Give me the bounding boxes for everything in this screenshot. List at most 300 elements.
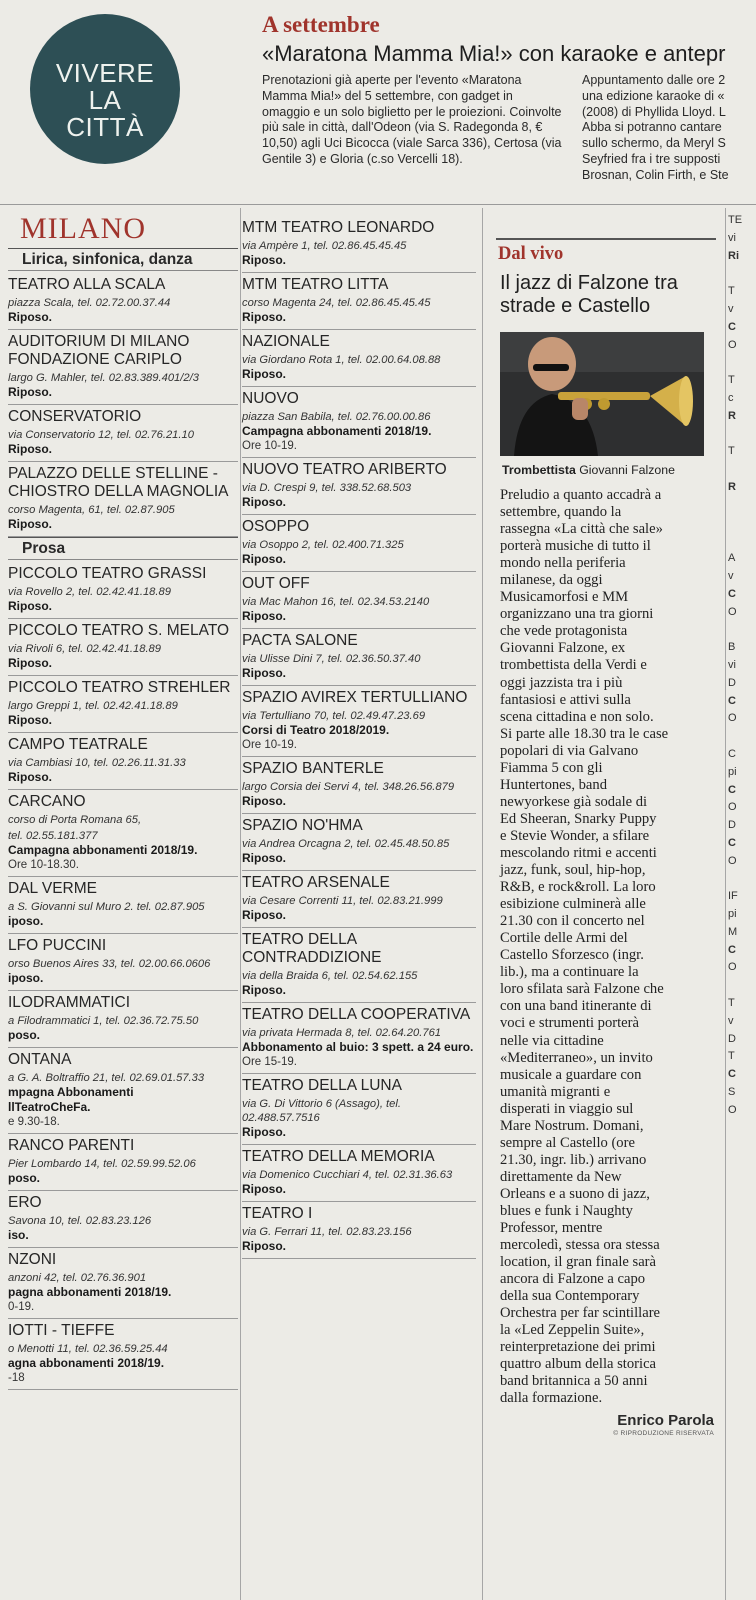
stub-line xyxy=(728,1191,756,1209)
listing-col1-entries xyxy=(8,248,238,1390)
article-title: Il jazz di Falzone tra strade e Castello xyxy=(500,272,678,317)
venue-name: TEATRO DELLA CONTRADDIZIONE xyxy=(242,931,382,966)
listing-column-1 xyxy=(8,208,238,1390)
stub-line: R xyxy=(728,480,736,493)
stub-line: O xyxy=(728,712,737,725)
stub-line: D xyxy=(728,1032,736,1045)
venue-note: llTeatroCheFa. xyxy=(8,1100,91,1114)
article-body-line: Si parte alle 18.30 tra le case xyxy=(500,725,669,742)
listing-entry xyxy=(242,629,476,686)
venue-note: iso. xyxy=(8,1228,29,1242)
stub-line xyxy=(728,1387,756,1405)
article-body-line: 21.30, ingr. lib.) arrivano xyxy=(500,1151,647,1168)
venue-address: anzoni 42, tel. 02.76.36.901 xyxy=(8,1272,147,1284)
stub-line: D xyxy=(728,676,736,689)
stub-line: v xyxy=(728,1014,734,1027)
listing-column-2 xyxy=(242,216,476,1259)
venue-address-line-2: tel. 02.55.181.377 xyxy=(8,830,98,842)
stub-line: C xyxy=(728,1068,736,1081)
article-body-line: blues e funk i Naughty xyxy=(500,1202,633,1219)
venue-note: Riposo. xyxy=(242,310,286,324)
stub-line: S xyxy=(728,1086,736,1099)
header-divider xyxy=(0,204,756,205)
intro-line: Appuntamento dalle ore 2 xyxy=(582,73,726,87)
listing-entry xyxy=(8,1248,238,1319)
stub-line xyxy=(728,497,756,515)
venue-note: Riposo. xyxy=(242,666,286,680)
stub-line xyxy=(728,532,756,550)
venue-note: Riposo. xyxy=(242,552,286,566)
venue-name: CAMPO TEATRALE xyxy=(8,736,148,753)
venue-address: via Rivoli 6, tel. 02.42.41.18.89 xyxy=(8,643,161,655)
stub-line xyxy=(728,1351,756,1369)
stub-line xyxy=(728,1155,756,1173)
article-body-line: R&B, e rock&roll. La loro xyxy=(500,879,656,896)
listing-entry xyxy=(242,330,476,387)
stub-line: M xyxy=(728,925,738,938)
caption-role: Trombettista xyxy=(502,463,576,477)
venue-note: Riposo. xyxy=(242,609,286,623)
venue-address: via Mac Mahon 16, tel. 02.34.53.2140 xyxy=(242,596,430,608)
stub-line xyxy=(728,1422,756,1440)
listing-entry xyxy=(242,572,476,629)
venue-address: via D. Crespi 9, tel. 338.52.68.503 xyxy=(242,482,412,494)
trumpeter-illustration xyxy=(500,332,704,456)
stub-line: O xyxy=(728,854,737,867)
listing-entry xyxy=(8,462,238,537)
listing-entry xyxy=(242,515,476,572)
stub-line: v xyxy=(728,569,734,582)
listing-entry xyxy=(8,330,238,405)
venue-hours: 0-19. xyxy=(8,1301,35,1313)
article-body-line: e Stevie Wonder, a sfilare xyxy=(500,827,650,844)
stub-line xyxy=(728,354,756,372)
venue-address: Pier Lombardo 14, tel. 02.59.99.52.06 xyxy=(8,1158,196,1170)
stub-line xyxy=(728,426,756,444)
venue-name: PACTA SALONE xyxy=(242,632,358,649)
intro-line: Seyfried fra i tre supposti xyxy=(582,151,721,166)
venue-note: Corsi di Teatro 2018/2019. xyxy=(242,723,390,737)
listing-entry xyxy=(8,562,238,619)
column-divider xyxy=(482,208,483,1600)
listing-entry xyxy=(242,387,476,458)
stub-line xyxy=(728,1440,756,1458)
article-body-line: Orchestra per far scintillare xyxy=(500,1305,661,1322)
intro-line: una edizione karaoke di « xyxy=(582,88,725,103)
intro-line: sullo schermo, da Meryl S xyxy=(582,136,726,151)
stub-line xyxy=(728,870,756,888)
article-body-line: nelle via cittadine xyxy=(500,1032,604,1049)
stub-line: Ri xyxy=(728,249,739,262)
article-body-line: porterà musiche di tutto il xyxy=(500,538,651,555)
badge-line-2: LA xyxy=(88,85,122,115)
article-body-line: disperati in viaggio sul xyxy=(500,1100,634,1117)
venue-hours: Ore 10-19. xyxy=(242,739,297,751)
venue-name: PICCOLO TEATRO S. MELATO xyxy=(8,622,230,639)
venue-address: piazza San Babila, tel. 02.76.00.00.86 xyxy=(242,411,431,423)
venue-address: via Ulisse Dini 7, tel. 02.36.50.37.40 xyxy=(242,653,421,665)
stub-line: TE xyxy=(728,214,743,226)
venue-name: CARCANO xyxy=(8,793,86,810)
listing-entry xyxy=(242,1145,476,1202)
stub-line: C xyxy=(728,747,736,760)
venue-name: LFO PUCCINI xyxy=(8,937,107,954)
listing-col2-entries xyxy=(242,216,476,1259)
article-body-line: scena cittadina e non solo. xyxy=(500,708,654,725)
article-author: Enrico Parola xyxy=(617,1411,714,1429)
header-kicker: A settembre xyxy=(262,12,380,37)
listing-entry xyxy=(8,1048,238,1134)
article-body-line: esibizione culminerà alle xyxy=(500,896,646,913)
venue-name: NAZIONALE xyxy=(242,333,330,350)
venue-address: orso Buenos Aires 33, tel. 02.00.66.0606 xyxy=(8,958,211,970)
stub-line xyxy=(728,1209,756,1227)
venue-address: via G. Di Vittorio 6 (Assago), tel. 02.488.57.7516 xyxy=(242,1098,401,1124)
article-body-line: loro sfilata sarà Falzone che xyxy=(500,981,664,998)
article-body-line: fantasiosi e attivi sulla xyxy=(500,691,631,708)
stub-line xyxy=(728,1565,756,1583)
venue-address: via Tertulliano 70, tel. 02.49.47.23.69 xyxy=(242,710,426,722)
stub-line xyxy=(728,1529,756,1547)
venue-name: NZONI xyxy=(8,1251,57,1268)
stub-line xyxy=(728,1493,756,1511)
venue-address: via Giordano Rota 1, tel. 02.00.64.08.88 xyxy=(242,354,441,366)
stub-line xyxy=(728,1404,756,1422)
article-body-line: mercoledì, stessa ora stessa xyxy=(500,1237,660,1254)
stub-line: T xyxy=(728,997,735,1010)
venue-name: TEATRO DELLA LUNA xyxy=(242,1077,402,1094)
venue-hours: Ore 15-19. xyxy=(242,1056,297,1068)
article-rights-notice: © RIPRODUZIONE RISERVATA xyxy=(613,1429,714,1437)
stub-line xyxy=(728,461,756,479)
venue-name: SPAZIO BANTERLE xyxy=(242,760,384,777)
article-body-line: quattro album della storica xyxy=(500,1356,657,1373)
article-body-line: location, il gran finale sarà xyxy=(500,1254,657,1271)
venue-address: a S. Giovanni sul Muro 2. tel. 02.87.905 xyxy=(8,901,205,913)
venue-address: via privata Hermada 8, tel. 02.64.20.761 xyxy=(242,1027,442,1039)
stub-line: T xyxy=(728,285,735,298)
stub-line xyxy=(728,1369,756,1387)
listing-entry xyxy=(242,458,476,515)
venue-address: largo Greppi 1, tel. 02.42.41.18.89 xyxy=(8,700,178,712)
venue-note: Riposo. xyxy=(8,442,52,456)
article-body-line: 21.30 con il concerto nel xyxy=(500,913,645,930)
listing-entry xyxy=(8,1134,238,1191)
venue-note: Riposo. xyxy=(242,794,286,808)
venue-name: ILODRAMMATICI xyxy=(8,994,130,1011)
badge-line-1: VIVERE xyxy=(55,58,155,88)
listing-category: Lirica, sinfonica, danza xyxy=(8,248,238,271)
venue-name: OUT OFF xyxy=(242,575,310,592)
stub-line xyxy=(728,1547,756,1565)
listing-entry xyxy=(8,991,238,1048)
venue-name: TEATRO DELLA MEMORIA xyxy=(242,1148,435,1165)
article-body-line: sempre al Castello (ore xyxy=(500,1134,635,1151)
venue-address: piazza Scala, tel. 02.72.00.37.44 xyxy=(8,297,171,309)
vivere-la-citta-badge xyxy=(30,14,180,164)
article-body-line: umanità migranti e xyxy=(500,1083,611,1100)
column-divider xyxy=(240,208,241,1600)
venue-name: SPAZIO NO'HMA xyxy=(242,817,363,834)
stub-line: C xyxy=(728,836,736,849)
article-body-line: jazz, funk, soul, hip-hop, xyxy=(500,862,646,879)
venue-address: via Domenico Cucchiari 4, tel. 02.31.36.63 xyxy=(242,1169,453,1181)
venue-note: agna abbonamenti 2018/19. xyxy=(8,1356,165,1370)
article-body-line: «Mediterraneo», un invito xyxy=(500,1049,653,1066)
stub-line: O xyxy=(728,605,737,618)
article-body-line: mescolando ritmi e accenti xyxy=(500,844,657,861)
article-body-line: reinterpretazione dei primi xyxy=(500,1339,656,1356)
venue-address: largo G. Mahler, tel. 02.83.389.401/2/3 xyxy=(8,372,199,384)
stub-line xyxy=(728,1298,756,1316)
stub-line: O xyxy=(728,801,737,814)
article-body-line: Castello Sforzesco (ingr. xyxy=(500,947,644,964)
article-body-line: Cortile delle Armi del xyxy=(500,930,628,947)
venue-address: via Ampère 1, tel. 02.86.45.45.45 xyxy=(242,240,407,252)
venue-address: via della Braida 6, tel. 02.54.62.155 xyxy=(242,970,418,982)
venue-note: Riposo. xyxy=(242,1125,286,1139)
listing-entry xyxy=(8,676,238,733)
stub-line: R xyxy=(728,409,736,422)
header-headline: «Maratona Mamma Mia!» con karaoke e antepr xyxy=(262,41,726,66)
venue-hours: Ore 10-18.30. xyxy=(8,859,79,871)
article-body-line: Huntertones, band xyxy=(500,776,607,793)
venue-address: via Rovello 2, tel. 02.42.41.18.89 xyxy=(8,586,171,598)
stub-line: pi xyxy=(728,765,737,778)
venue-note: Riposo. xyxy=(242,1239,286,1253)
intro-line: Brosnan, Colin Firth, e Ste xyxy=(582,167,729,182)
stub-line: C xyxy=(728,587,736,600)
venue-name: AUDITORIUM DI MILANO FONDAZIONE CARIPLO xyxy=(8,333,190,368)
listing-entry xyxy=(8,405,238,462)
venue-address: via Andrea Orcagna 2, tel. 02.45.48.50.85 xyxy=(242,838,450,850)
stub-line xyxy=(728,1120,756,1138)
stub-line xyxy=(728,1333,756,1351)
venue-name: ERO xyxy=(8,1194,42,1211)
article-body-line: mondo nella periferia xyxy=(500,555,626,572)
article-photo-caption xyxy=(502,463,720,477)
venue-address: a G. A. Boltraffio 21, tel. 02.69.01.57.33 xyxy=(8,1072,205,1084)
stub-line: O xyxy=(728,961,737,974)
article-body-line: musicale a guardare con xyxy=(500,1066,642,1083)
venue-note: Riposo. xyxy=(242,851,286,865)
listing-entry xyxy=(8,934,238,991)
article-dal-vivo xyxy=(494,240,720,1437)
article-body-line: voci e strumenti porterà xyxy=(500,1015,639,1032)
article-body-line: Orleans e a suono di jazz, xyxy=(500,1185,650,1202)
article-body-line: Professor, mentre xyxy=(500,1220,603,1237)
badge-line-3: CITTÀ xyxy=(66,112,144,142)
venue-hours: Ore 10-19. xyxy=(242,440,297,452)
stub-line: vi xyxy=(728,231,736,244)
venue-name: TEATRO ARSENALE xyxy=(242,874,390,891)
stub-line: A xyxy=(728,552,736,565)
stub-line xyxy=(728,1244,756,1262)
article-body-line: Giovanni Falzone, ex xyxy=(500,640,626,657)
stub-line xyxy=(728,265,756,283)
listing-entry xyxy=(242,1074,476,1145)
venue-address: via Cambiasi 10, tel. 02.26.11.31.33 xyxy=(8,757,186,769)
article-body-line: Musicamorfosi e MM xyxy=(500,589,629,606)
venue-note: iposo. xyxy=(8,914,44,928)
venue-name: NUOVO xyxy=(242,390,299,407)
article-body-line: popolari di via Galvano xyxy=(500,742,639,759)
stub-line xyxy=(728,1280,756,1298)
article-body-line: trombettista della Verdi e xyxy=(500,657,647,674)
listing-entry xyxy=(242,871,476,928)
article-body-line: Fiamma 5 con gli xyxy=(500,759,603,776)
stub-line: O xyxy=(728,338,737,351)
venue-note: poso. xyxy=(8,1028,40,1042)
venue-note: Riposo. xyxy=(8,310,52,324)
listing-entry xyxy=(242,814,476,871)
venue-note: iposo. xyxy=(8,971,44,985)
article-body-line: Mare Nostrum. Domani, xyxy=(500,1117,644,1134)
venue-note: Riposo. xyxy=(8,599,52,613)
venue-note: Riposo. xyxy=(8,656,52,670)
stub-line xyxy=(728,977,756,995)
stub-line: T xyxy=(728,374,735,387)
venue-note: Riposo. xyxy=(242,367,286,381)
stub-line: C xyxy=(728,943,736,956)
venue-note: Riposo. xyxy=(8,517,52,531)
venue-name: TEATRO I xyxy=(242,1205,313,1222)
stub-line: C xyxy=(728,783,736,796)
venue-name: CONSERVATORIO xyxy=(8,408,142,425)
stub-line xyxy=(728,1458,756,1476)
stub-line xyxy=(728,1226,756,1244)
article-body-line: Preludio a quanto accadrà a xyxy=(500,487,662,503)
venue-address: corso di Porta Romana 65, xyxy=(8,814,142,826)
venue-name: MTM TEATRO LEONARDO xyxy=(242,219,435,236)
article-body-line: con una band itinerante di xyxy=(500,998,652,1015)
article-body-line: che vede protagonista xyxy=(500,623,628,640)
venue-address: via Cesare Correnti 11, tel. 02.83.21.999 xyxy=(242,895,443,907)
article-body-line: direttamente da New xyxy=(500,1168,622,1185)
venue-name: DAL VERME xyxy=(8,880,98,897)
stub-line xyxy=(728,1173,756,1191)
venue-address: o Menotti 11, tel. 02.36.59.25.44 xyxy=(8,1343,168,1355)
stub-line: vi xyxy=(728,658,736,671)
article-body-line: band britannica a 50 anni xyxy=(500,1373,648,1390)
intro-line: (2008) di Phyllida Lloyd. L xyxy=(582,104,726,119)
caption-name: Giovanni Falzone xyxy=(579,463,675,477)
venue-note: Riposo. xyxy=(8,770,52,784)
venue-note: Riposo. xyxy=(8,713,52,727)
stub-line: pi xyxy=(728,908,737,921)
listing-entry xyxy=(242,1202,476,1259)
listing-entry xyxy=(8,733,238,790)
venue-note: Abbonamento al buio: 3 spett. a 24 euro. xyxy=(242,1040,474,1054)
venue-hours: -18 xyxy=(8,1372,25,1384)
venue-name: NUOVO TEATRO ARIBERTO xyxy=(242,461,447,478)
column-divider xyxy=(725,208,726,1600)
header-intro-col1: Prenotazioni già aperte per l'evento «Maratona Mamma Mia!» del 5 settembre, con gadget in omaggio e un solo biglietto per le proiezioni. Coinvolte più sale in città, dall'Odeon (via S. Radegonda 8, € 10,50) agli Uci Bicocca (viale Sarca 336), Certosa (via Gentile 3) e Gloria (c.so Vercelli 18). xyxy=(262,73,562,166)
stub-line: C xyxy=(728,694,736,707)
venue-note: pagna abbonamenti 2018/19. xyxy=(8,1285,172,1299)
listing-entry xyxy=(8,619,238,676)
venue-name: OSOPPO xyxy=(242,518,310,535)
article-body-line: della sua Contemporary xyxy=(500,1288,640,1305)
listing-entry xyxy=(242,757,476,814)
venue-note: mpagna Abbonamenti xyxy=(8,1085,134,1099)
venue-address: a Filodrammatici 1, tel. 02.36.72.75.50 xyxy=(8,1015,199,1027)
stub-line: T xyxy=(728,1050,735,1063)
listing-entry xyxy=(242,686,476,757)
venue-name: RANCO PARENTI xyxy=(8,1137,135,1154)
venue-note: Riposo. xyxy=(242,1182,286,1196)
article-photo-trumpeter xyxy=(500,332,704,456)
article-body-line: organizzano una tra giorni xyxy=(500,606,654,623)
article-body-line: la «Led Zeppelin Suite», xyxy=(500,1322,645,1339)
stub-line xyxy=(728,1511,756,1529)
venue-address: via Osoppo 2, tel. 02.400.71.325 xyxy=(242,539,404,551)
stub-line xyxy=(728,1476,756,1494)
stub-line xyxy=(728,1262,756,1280)
venue-note: Riposo. xyxy=(242,495,286,509)
listing-entry xyxy=(8,1319,238,1390)
stub-line xyxy=(728,621,756,639)
article-body-line: newyorkese già sodale di xyxy=(500,793,648,810)
venue-note: poso. xyxy=(8,1171,40,1185)
article-body-line: rassegna «La città che sale» xyxy=(500,521,663,538)
venue-address: corso Magenta, 61, tel. 02.87.905 xyxy=(8,504,175,516)
article-body-line: ancora di Falzone a capo xyxy=(500,1271,646,1288)
stub-line: B xyxy=(728,641,736,654)
stub-line: C xyxy=(728,320,736,333)
article-kicker: Dal vivo xyxy=(498,244,564,264)
stub-line xyxy=(728,1137,756,1155)
stub-line: T xyxy=(728,445,735,458)
venue-address: Savona 10, tel. 02.83.23.126 xyxy=(8,1215,152,1227)
stub-line: c xyxy=(728,391,734,404)
article-body-line: dalla formazione. xyxy=(500,1390,603,1407)
article-body-line: Ed Sheeran, Snarky Puppy xyxy=(500,810,657,827)
venue-note: Riposo. xyxy=(242,983,286,997)
article-body xyxy=(500,487,708,1408)
stub-line xyxy=(728,515,756,533)
listing-entry xyxy=(242,216,476,273)
venue-name: TEATRO ALLA SCALA xyxy=(8,276,166,293)
stub-line: D xyxy=(728,819,736,832)
listing-entry xyxy=(242,1003,476,1074)
city-title: MILANO xyxy=(20,212,146,245)
stub-line xyxy=(728,1315,756,1333)
article-body-line: oggi jazzista tra i più xyxy=(500,674,623,691)
venue-address: largo Corsia dei Servi 4, tel. 348.26.56.879 xyxy=(242,781,455,793)
venue-name: PICCOLO TEATRO GRASSI xyxy=(8,565,207,582)
article-body-line: settembre, quando la xyxy=(500,504,622,521)
venue-name: PICCOLO TEATRO STREHLER xyxy=(8,679,231,696)
venue-note: Campagna abbonamenti 2018/19. xyxy=(8,843,198,857)
venue-note: Campagna abbonamenti 2018/19. xyxy=(242,424,432,438)
venue-note: Riposo. xyxy=(8,385,52,399)
venue-name: SPAZIO AVIREX TERTULLIANO xyxy=(242,689,468,706)
venue-name: IOTTI - TIEFFE xyxy=(8,1322,115,1339)
venue-name: ONTANA xyxy=(8,1051,72,1068)
stub-line: v xyxy=(728,302,734,315)
listing-category: Prosa xyxy=(8,537,238,560)
article-body-line: lib.), ma a continuare la xyxy=(500,964,639,981)
venue-note: Riposo. xyxy=(242,908,286,922)
stub-line xyxy=(728,728,756,746)
stub-line: IF xyxy=(728,890,738,903)
listing-entry xyxy=(8,1191,238,1248)
listing-entry xyxy=(242,928,476,1003)
venue-address: via Conservatorio 12, tel. 02.76.21.10 xyxy=(8,429,194,441)
venue-address: corso Magenta 24, tel. 02.86.45.45.45 xyxy=(242,297,431,309)
venue-hours: e 9.30-18. xyxy=(8,1116,60,1128)
